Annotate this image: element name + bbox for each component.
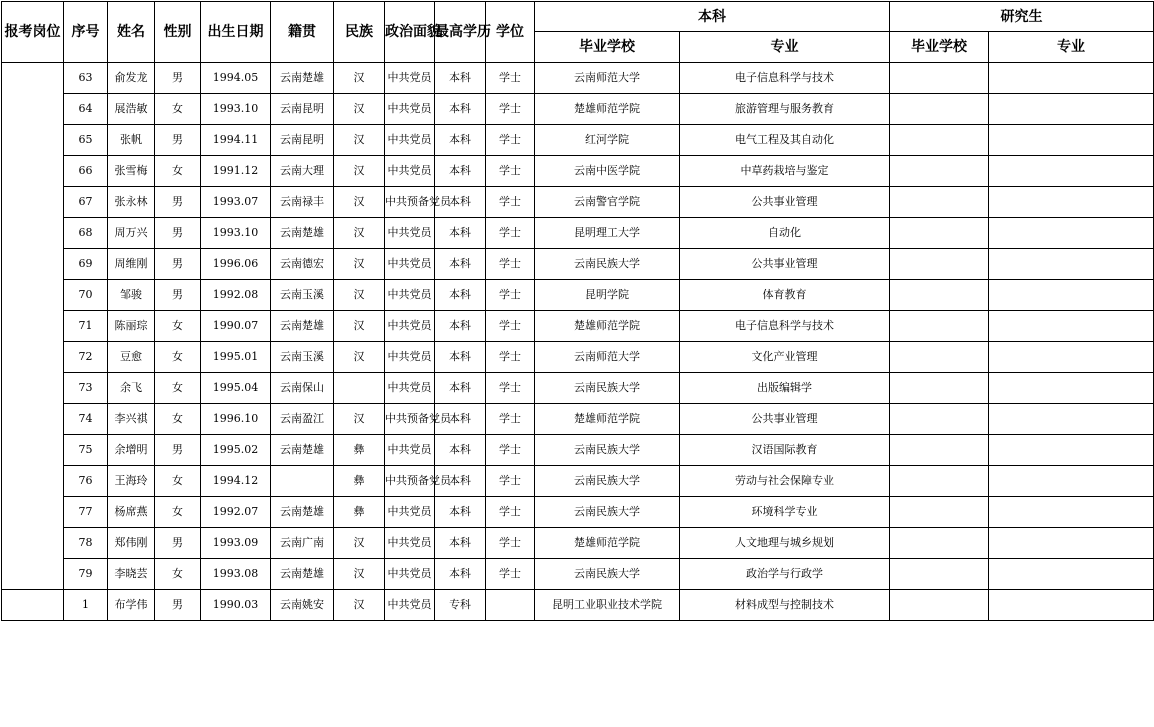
cell-ethnicity: 汉: [334, 404, 385, 435]
cell-degree: 学士: [486, 125, 535, 156]
cell-ethnicity: [334, 373, 385, 404]
cell-birth: 1993.09: [201, 528, 271, 559]
cell-education: 专科: [435, 590, 486, 621]
cell-gender: 女: [155, 94, 201, 125]
cell-birth: 1996.06: [201, 249, 271, 280]
cell-name: 布学伟: [108, 590, 155, 621]
cell-undergrad-major: 体育教育: [680, 280, 890, 311]
cell-political: 中共党员: [385, 156, 435, 187]
cell-gender: 男: [155, 249, 201, 280]
header-origin: 籍贯: [271, 2, 334, 63]
cell-grad-school: [890, 590, 989, 621]
cell-origin: 云南昆明: [271, 125, 334, 156]
cell-origin: 云南盈江: [271, 404, 334, 435]
cell-gender: 男: [155, 218, 201, 249]
cell-gender: 男: [155, 280, 201, 311]
cell-political: 中共预备党员: [385, 187, 435, 218]
cell-grad-school: [890, 559, 989, 590]
cell-ethnicity: 汉: [334, 94, 385, 125]
table-row: [2, 156, 1154, 187]
cell-post: [2, 590, 64, 621]
cell-origin: 云南德宏: [271, 249, 334, 280]
cell-seq: 64: [64, 94, 108, 125]
cell-ethnicity: 汉: [334, 280, 385, 311]
header-undergrad-major: 专业: [680, 32, 890, 63]
cell-birth: 1993.07: [201, 187, 271, 218]
cell-grad-major: [989, 218, 1154, 249]
cell-undergrad-school: 楚雄师范学院: [535, 94, 680, 125]
cell-grad-school: [890, 497, 989, 528]
cell-undergrad-major: 劳动与社会保障专业: [680, 466, 890, 497]
cell-seq: 73: [64, 373, 108, 404]
cell-education: 本科: [435, 373, 486, 404]
cell-seq: 65: [64, 125, 108, 156]
cell-education: 本科: [435, 187, 486, 218]
cell-education: 本科: [435, 497, 486, 528]
cell-seq: 1: [64, 590, 108, 621]
cell-undergrad-major: 自动化: [680, 218, 890, 249]
cell-ethnicity: 彝: [334, 435, 385, 466]
cell-origin: 云南楚雄: [271, 311, 334, 342]
cell-political: 中共党员: [385, 559, 435, 590]
cell-ethnicity: 汉: [334, 125, 385, 156]
cell-degree: 学士: [486, 218, 535, 249]
cell-political: 中共党员: [385, 342, 435, 373]
cell-degree: 学士: [486, 497, 535, 528]
cell-undergrad-major: 电气工程及其自动化: [680, 125, 890, 156]
cell-degree: [486, 590, 535, 621]
cell-birth: 1993.10: [201, 94, 271, 125]
cell-gender: 男: [155, 63, 201, 94]
header-degree: 学位: [486, 2, 535, 63]
cell-origin: 云南禄丰: [271, 187, 334, 218]
cell-gender: 女: [155, 311, 201, 342]
cell-origin: 云南玉溪: [271, 280, 334, 311]
table-row: [2, 404, 1154, 435]
cell-degree: 学士: [486, 280, 535, 311]
cell-post: [2, 63, 64, 590]
cell-origin: 云南楚雄: [271, 559, 334, 590]
cell-degree: 学士: [486, 156, 535, 187]
cell-gender: 女: [155, 559, 201, 590]
cell-name: 李晓芸: [108, 559, 155, 590]
cell-degree: 学士: [486, 404, 535, 435]
cell-education: 本科: [435, 94, 486, 125]
cell-education: 本科: [435, 466, 486, 497]
table-row: [2, 528, 1154, 559]
cell-degree: 学士: [486, 187, 535, 218]
cell-origin: 云南昆明: [271, 94, 334, 125]
cell-political: 中共党员: [385, 63, 435, 94]
cell-undergrad-school: 红河学院: [535, 125, 680, 156]
header-political: 政治面貌: [385, 2, 435, 63]
cell-undergrad-school: 云南师范大学: [535, 63, 680, 94]
cell-undergrad-school: 云南中医学院: [535, 156, 680, 187]
cell-grad-school: [890, 311, 989, 342]
cell-grad-major: [989, 63, 1154, 94]
cell-seq: 66: [64, 156, 108, 187]
cell-birth: 1990.03: [201, 590, 271, 621]
cell-education: 本科: [435, 63, 486, 94]
cell-ethnicity: 汉: [334, 218, 385, 249]
cell-grad-school: [890, 373, 989, 404]
cell-name: 杨席燕: [108, 497, 155, 528]
header-birth: 出生日期: [201, 2, 271, 63]
cell-birth: 1994.11: [201, 125, 271, 156]
cell-undergrad-school: 云南民族大学: [535, 373, 680, 404]
cell-grad-school: [890, 218, 989, 249]
cell-undergrad-major: 汉语国际教育: [680, 435, 890, 466]
cell-birth: 1990.07: [201, 311, 271, 342]
cell-undergrad-major: 公共事业管理: [680, 249, 890, 280]
cell-name: 郑伟刚: [108, 528, 155, 559]
cell-degree: 学士: [486, 528, 535, 559]
cell-seq: 70: [64, 280, 108, 311]
cell-grad-school: [890, 528, 989, 559]
cell-gender: 男: [155, 187, 201, 218]
cell-degree: 学士: [486, 94, 535, 125]
cell-gender: 男: [155, 435, 201, 466]
cell-gender: 男: [155, 125, 201, 156]
cell-undergrad-major: 中草药栽培与鉴定: [680, 156, 890, 187]
cell-name: 李兴祺: [108, 404, 155, 435]
cell-birth: 1995.01: [201, 342, 271, 373]
cell-birth: 1995.04: [201, 373, 271, 404]
header-seq: 序号: [64, 2, 108, 63]
cell-grad-major: [989, 125, 1154, 156]
cell-grad-school: [890, 435, 989, 466]
header-name: 姓名: [108, 2, 155, 63]
cell-political: 中共党员: [385, 218, 435, 249]
cell-grad-school: [890, 94, 989, 125]
cell-grad-school: [890, 249, 989, 280]
cell-political: 中共党员: [385, 249, 435, 280]
cell-ethnicity: 汉: [334, 590, 385, 621]
cell-political: 中共党员: [385, 497, 435, 528]
header-education: 最高学历: [435, 2, 486, 63]
table-row: [2, 125, 1154, 156]
table-body: [2, 63, 1154, 621]
cell-political: 中共预备党员: [385, 404, 435, 435]
cell-birth: 1992.07: [201, 497, 271, 528]
cell-undergrad-major: 电子信息科学与技术: [680, 311, 890, 342]
cell-grad-school: [890, 187, 989, 218]
cell-origin: 云南玉溪: [271, 342, 334, 373]
cell-seq: 72: [64, 342, 108, 373]
cell-seq: 71: [64, 311, 108, 342]
cell-ethnicity: 汉: [334, 528, 385, 559]
header-grad-major: 专业: [989, 32, 1154, 63]
cell-birth: 1995.02: [201, 435, 271, 466]
cell-birth: 1991.12: [201, 156, 271, 187]
cell-ethnicity: 汉: [334, 249, 385, 280]
cell-undergrad-major: 公共事业管理: [680, 187, 890, 218]
cell-origin: 云南楚雄: [271, 63, 334, 94]
cell-political: 中共预备党员: [385, 466, 435, 497]
cell-grad-major: [989, 528, 1154, 559]
table-row: [2, 342, 1154, 373]
cell-seq: 69: [64, 249, 108, 280]
cell-undergrad-major: 材料成型与控制技术: [680, 590, 890, 621]
cell-seq: 76: [64, 466, 108, 497]
cell-ethnicity: 汉: [334, 311, 385, 342]
cell-political: 中共党员: [385, 528, 435, 559]
cell-gender: 女: [155, 373, 201, 404]
header-gender: 性别: [155, 2, 201, 63]
header-post: 报考岗位: [2, 2, 64, 63]
cell-ethnicity: 汉: [334, 559, 385, 590]
cell-gender: 女: [155, 342, 201, 373]
cell-name: 周万兴: [108, 218, 155, 249]
cell-grad-school: [890, 342, 989, 373]
cell-degree: 学士: [486, 311, 535, 342]
cell-political: 中共党员: [385, 373, 435, 404]
cell-undergrad-school: 云南师范大学: [535, 342, 680, 373]
cell-political: 中共党员: [385, 435, 435, 466]
cell-origin: 云南广南: [271, 528, 334, 559]
table-row: [2, 559, 1154, 590]
cell-name: 展浩敏: [108, 94, 155, 125]
cell-degree: 学士: [486, 342, 535, 373]
table-row: [2, 187, 1154, 218]
cell-name: 张永林: [108, 187, 155, 218]
header-ethnicity: 民族: [334, 2, 385, 63]
cell-grad-major: [989, 590, 1154, 621]
cell-gender: 男: [155, 590, 201, 621]
header-undergrad: 本科: [535, 2, 890, 32]
cell-degree: 学士: [486, 63, 535, 94]
cell-gender: 女: [155, 497, 201, 528]
applicant-roster-table: [1, 1, 1154, 621]
cell-origin: 云南大理: [271, 156, 334, 187]
cell-grad-major: [989, 497, 1154, 528]
cell-birth: 1994.12: [201, 466, 271, 497]
cell-origin: [271, 466, 334, 497]
cell-gender: 男: [155, 528, 201, 559]
cell-undergrad-school: 云南民族大学: [535, 249, 680, 280]
table-row: [2, 63, 1154, 94]
cell-education: 本科: [435, 528, 486, 559]
cell-political: 中共党员: [385, 311, 435, 342]
cell-seq: 74: [64, 404, 108, 435]
cell-seq: 67: [64, 187, 108, 218]
cell-birth: 1994.05: [201, 63, 271, 94]
cell-grad-school: [890, 404, 989, 435]
cell-name: 余增明: [108, 435, 155, 466]
table-row: [2, 218, 1154, 249]
cell-gender: 女: [155, 404, 201, 435]
cell-undergrad-school: 云南民族大学: [535, 559, 680, 590]
cell-education: 本科: [435, 404, 486, 435]
cell-gender: 女: [155, 466, 201, 497]
header-undergrad-school: 毕业学校: [535, 32, 680, 63]
cell-grad-school: [890, 63, 989, 94]
cell-undergrad-major: 人文地理与城乡规划: [680, 528, 890, 559]
table-row: [2, 94, 1154, 125]
cell-birth: 1993.08: [201, 559, 271, 590]
cell-undergrad-school: 楚雄师范学院: [535, 404, 680, 435]
cell-grad-major: [989, 435, 1154, 466]
table-row: [2, 590, 1154, 621]
cell-political: 中共党员: [385, 590, 435, 621]
cell-gender: 女: [155, 156, 201, 187]
cell-undergrad-school: 云南民族大学: [535, 466, 680, 497]
cell-undergrad-major: 旅游管理与服务教育: [680, 94, 890, 125]
table-row: [2, 466, 1154, 497]
cell-undergrad-major: 文化产业管理: [680, 342, 890, 373]
cell-grad-major: [989, 311, 1154, 342]
cell-undergrad-school: 昆明学院: [535, 280, 680, 311]
cell-grad-major: [989, 280, 1154, 311]
header-grad: 研究生: [890, 2, 1154, 32]
cell-origin: 云南楚雄: [271, 497, 334, 528]
cell-grad-major: [989, 466, 1154, 497]
cell-name: 周维刚: [108, 249, 155, 280]
cell-education: 本科: [435, 311, 486, 342]
cell-undergrad-school: 楚雄师范学院: [535, 528, 680, 559]
cell-origin: 云南保山: [271, 373, 334, 404]
table-header: [2, 2, 1154, 63]
cell-undergrad-school: 云南民族大学: [535, 497, 680, 528]
cell-education: 本科: [435, 249, 486, 280]
cell-education: 本科: [435, 156, 486, 187]
table-row: [2, 249, 1154, 280]
cell-education: 本科: [435, 218, 486, 249]
cell-grad-major: [989, 249, 1154, 280]
cell-origin: 云南楚雄: [271, 218, 334, 249]
cell-grad-major: [989, 187, 1154, 218]
cell-grad-school: [890, 156, 989, 187]
cell-ethnicity: 彝: [334, 497, 385, 528]
cell-ethnicity: 汉: [334, 187, 385, 218]
table-row: [2, 497, 1154, 528]
cell-name: 张雪梅: [108, 156, 155, 187]
cell-grad-major: [989, 342, 1154, 373]
cell-ethnicity: 彝: [334, 466, 385, 497]
cell-name: 王海玲: [108, 466, 155, 497]
cell-undergrad-major: 电子信息科学与技术: [680, 63, 890, 94]
cell-name: 俞发龙: [108, 63, 155, 94]
cell-undergrad-major: 出版编辑学: [680, 373, 890, 404]
cell-seq: 68: [64, 218, 108, 249]
cell-ethnicity: 汉: [334, 63, 385, 94]
cell-grad-major: [989, 373, 1154, 404]
cell-grad-school: [890, 125, 989, 156]
cell-undergrad-school: 昆明工业职业技术学院: [535, 590, 680, 621]
cell-birth: 1993.10: [201, 218, 271, 249]
cell-undergrad-major: 环境科学专业: [680, 497, 890, 528]
cell-seq: 75: [64, 435, 108, 466]
cell-name: 豆愈: [108, 342, 155, 373]
table-row: [2, 280, 1154, 311]
cell-undergrad-school: 昆明理工大学: [535, 218, 680, 249]
cell-grad-school: [890, 466, 989, 497]
cell-degree: 学士: [486, 466, 535, 497]
cell-seq: 79: [64, 559, 108, 590]
cell-grad-school: [890, 280, 989, 311]
cell-name: 陈丽琮: [108, 311, 155, 342]
cell-education: 本科: [435, 435, 486, 466]
cell-degree: 学士: [486, 559, 535, 590]
cell-undergrad-school: 云南民族大学: [535, 435, 680, 466]
cell-grad-major: [989, 94, 1154, 125]
cell-grad-major: [989, 559, 1154, 590]
cell-degree: 学士: [486, 249, 535, 280]
header-grad-school: 毕业学校: [890, 32, 989, 63]
cell-birth: 1996.10: [201, 404, 271, 435]
cell-grad-major: [989, 156, 1154, 187]
table-row: [2, 435, 1154, 466]
cell-ethnicity: 汉: [334, 156, 385, 187]
cell-education: 本科: [435, 125, 486, 156]
cell-political: 中共党员: [385, 125, 435, 156]
cell-seq: 77: [64, 497, 108, 528]
cell-name: 邹骏: [108, 280, 155, 311]
cell-political: 中共党员: [385, 94, 435, 125]
cell-ethnicity: 汉: [334, 342, 385, 373]
table-row: [2, 373, 1154, 404]
cell-education: 本科: [435, 559, 486, 590]
cell-undergrad-school: 楚雄师范学院: [535, 311, 680, 342]
cell-degree: 学士: [486, 435, 535, 466]
cell-seq: 78: [64, 528, 108, 559]
cell-name: 张帆: [108, 125, 155, 156]
cell-name: 余飞: [108, 373, 155, 404]
cell-seq: 63: [64, 63, 108, 94]
cell-undergrad-major: 公共事业管理: [680, 404, 890, 435]
cell-political: 中共党员: [385, 280, 435, 311]
cell-degree: 学士: [486, 373, 535, 404]
cell-undergrad-major: 政治学与行政学: [680, 559, 890, 590]
cell-birth: 1992.08: [201, 280, 271, 311]
cell-undergrad-school: 云南警官学院: [535, 187, 680, 218]
cell-origin: 云南楚雄: [271, 435, 334, 466]
cell-grad-major: [989, 404, 1154, 435]
cell-education: 本科: [435, 280, 486, 311]
table-row: [2, 311, 1154, 342]
cell-education: 本科: [435, 342, 486, 373]
cell-origin: 云南姚安: [271, 590, 334, 621]
